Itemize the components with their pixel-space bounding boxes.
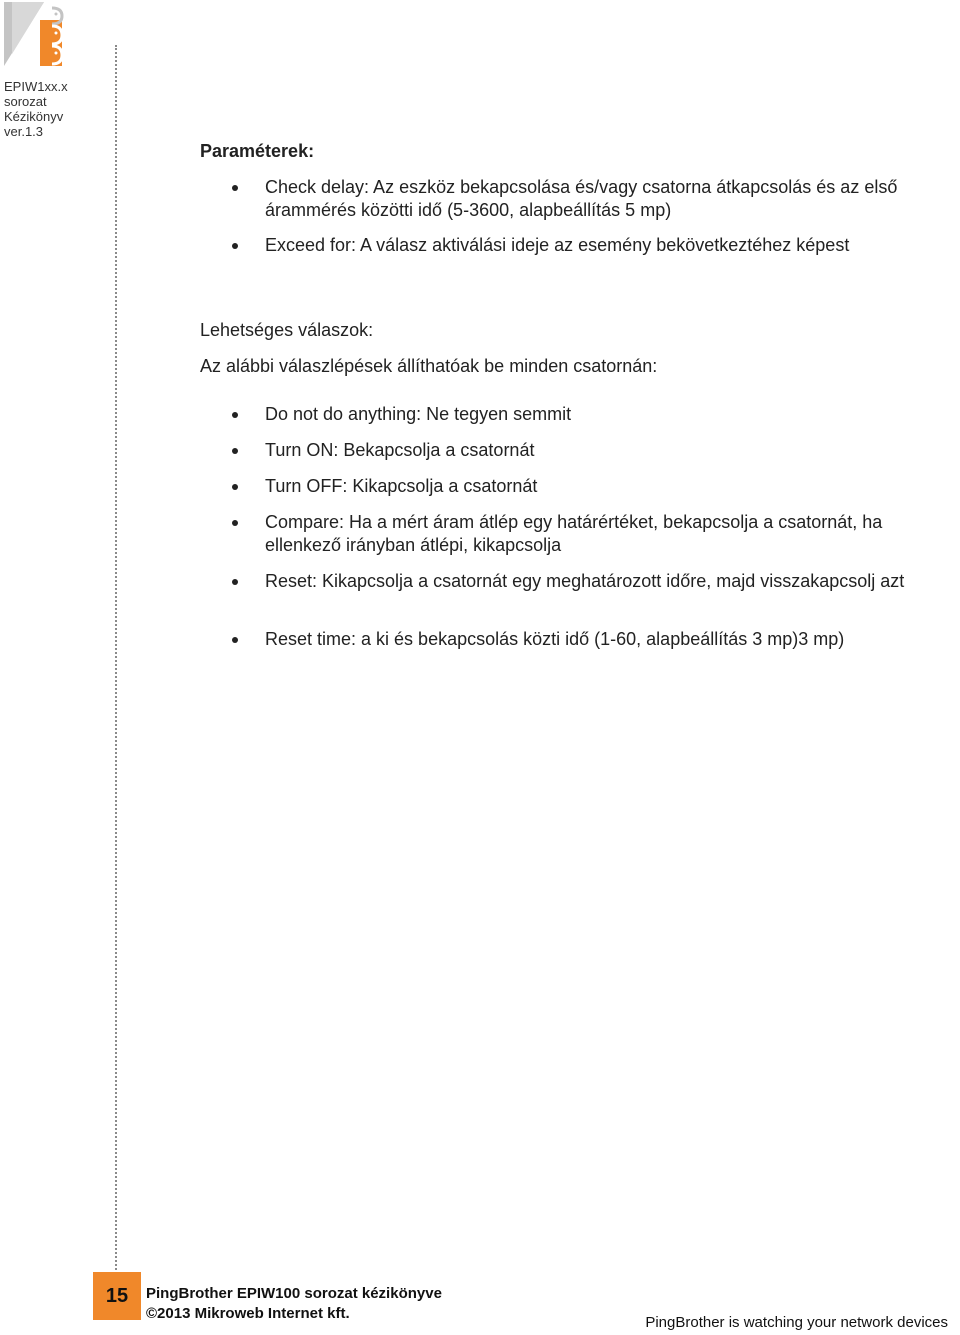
- page-number: 15: [93, 1272, 141, 1320]
- doc-code: EPIW1xx.x: [4, 79, 68, 94]
- bullet-icon: [232, 243, 238, 249]
- margin-divider: [115, 45, 117, 1270]
- bullet-icon: [232, 412, 238, 418]
- doc-series: sorozat: [4, 94, 47, 109]
- responses-intro: Az alábbi válaszlépések állíthatóak be minden csatornán:: [200, 356, 658, 376]
- footer-title: PingBrother EPIW100 sorozat kézikönyve: [146, 1285, 442, 1302]
- responses-heading: Lehetséges válaszok:: [200, 320, 374, 340]
- doc-type: Kézikönyv: [4, 109, 64, 124]
- parameters-heading: Paraméterek:: [200, 141, 315, 161]
- pingbrother-logo: [4, 2, 68, 66]
- bullet-icon: [232, 448, 238, 454]
- footer-tagline: PingBrother is watching your network devices: [645, 1314, 948, 1331]
- bullet-icon: [232, 185, 238, 191]
- bullet-icon: [232, 637, 238, 643]
- footer-copyright: ©2013 Mikroweb Internet kft.: [146, 1305, 350, 1322]
- doc-version: ver.1.3: [4, 124, 44, 139]
- document-meta: [4, 79, 68, 139]
- bullet-icon: [232, 520, 238, 526]
- footer-info: [146, 1284, 442, 1324]
- bullet-icon: [232, 579, 238, 585]
- bullet-icon: [232, 484, 238, 490]
